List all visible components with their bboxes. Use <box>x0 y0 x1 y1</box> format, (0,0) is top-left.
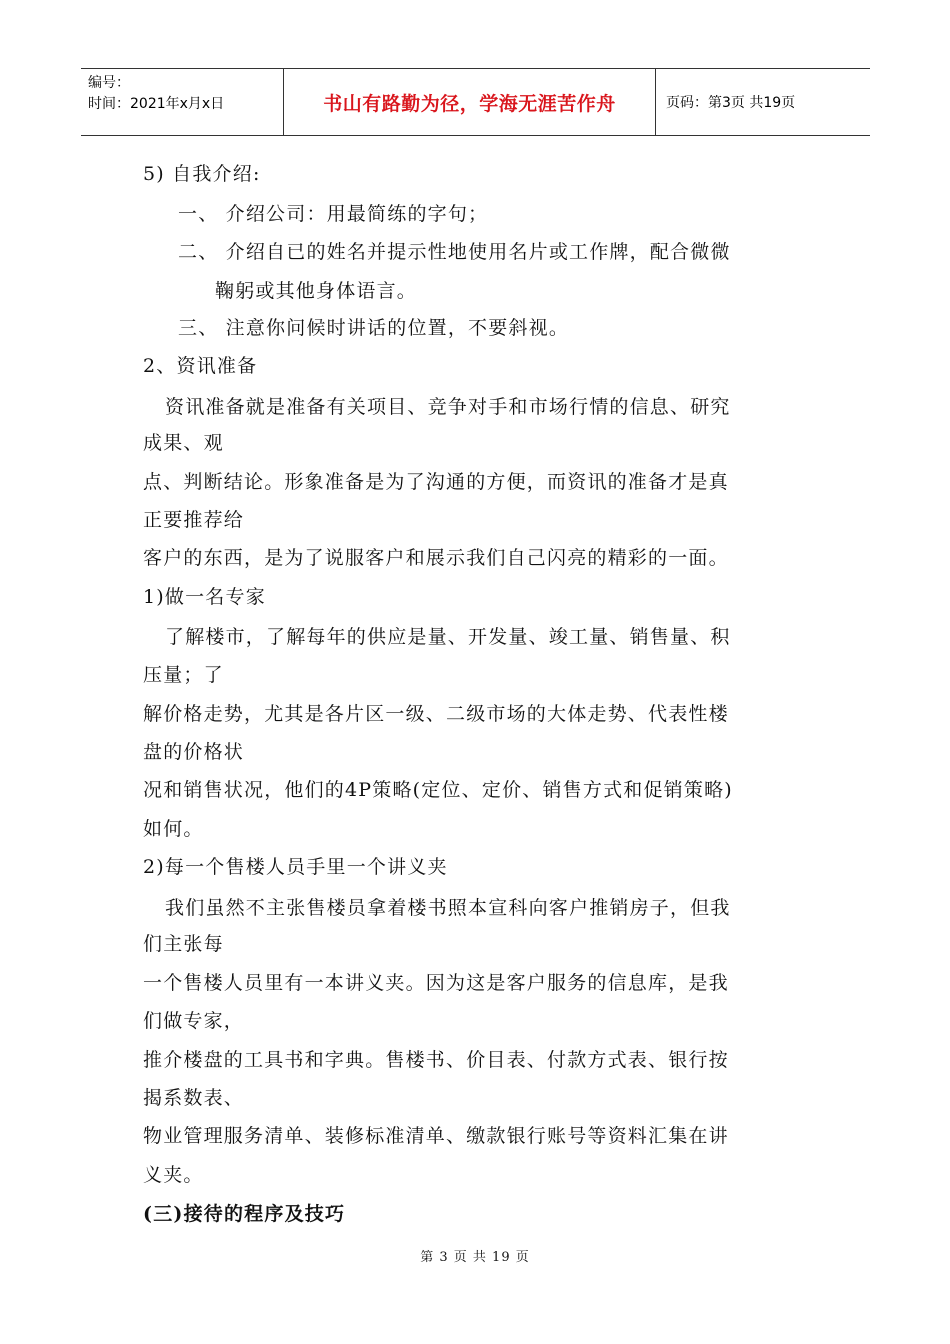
list-item-2: 二、 介绍自已的姓名并提示性地使用名片或工作牌，配合微微 <box>178 241 731 263</box>
header-meta-cell <box>81 69 283 135</box>
paragraph-line: 资讯准备就是准备有关项目、竞争对手和市场行情的信息、研究 <box>165 396 731 418</box>
paragraph-line: 揭系数表、 <box>143 1087 245 1109</box>
paragraph-line: 正要推荐给 <box>143 509 245 531</box>
list-item-3: 三、 注意你问候时讲话的位置，不要斜视。 <box>178 317 570 339</box>
paragraph-line: 我们虽然不主张售楼员拿着楼书照本宣科向客户推销房子，但我 <box>165 897 731 919</box>
paragraph-line: 们主张每 <box>143 933 224 955</box>
list-item-2-cont: 鞠躬或其他身体语言。 <box>215 280 418 302</box>
page-footer: 第 3 页 共 19 页 <box>420 1250 530 1265</box>
list-item-1: 一、 介绍公司：用最简练的字句； <box>178 203 489 225</box>
date-label: 时间：2021年x月x日 <box>88 96 225 112</box>
paragraph-line: 客户的东西，是为了说服客户和展示我们自己闪亮的精彩的一面。 <box>143 547 729 569</box>
paragraph-line: 义夹。 <box>143 1164 204 1186</box>
paragraph-line: 点、判断结论。形象准备是为了沟通的方便，而资讯的准备才是真 <box>143 471 729 493</box>
serial-number-label: 编号： <box>88 75 130 91</box>
paragraph-line: 一个售楼人员里有一本讲义夹。因为这是客户服务的信息库，是我 <box>143 972 729 994</box>
section-heading-reception: (三)接待的程序及技巧 <box>143 1203 346 1225</box>
section-heading-info-prep: 2、资讯准备 <box>143 355 258 377</box>
header-motto: 书山有路勤为径，学海无涯苦作舟 <box>283 69 656 135</box>
paragraph-line: 推介楼盘的工具书和字典。售楼书、价目表、付款方式表、银行按 <box>143 1049 729 1071</box>
paragraph-line: 们做专家， <box>143 1010 245 1032</box>
paragraph-line: 解价格走势，尤其是各片区一级、二级市场的大体走势、代表性楼 <box>143 703 729 725</box>
section-heading-self-intro: 5) 自我介绍: <box>143 163 261 185</box>
paragraph-line: 如何。 <box>143 818 204 840</box>
subheading-folder: 2)每一个售楼人员手里一个讲义夹 <box>143 856 448 878</box>
paragraph-line: 物业管理服务清单、装修标准清单、缴款银行账号等资料汇集在讲 <box>143 1125 729 1147</box>
paragraph-line: 压量；了 <box>143 664 224 686</box>
paragraph-line: 况和销售状况，他们的4P策略(定位、定价、销售方式和促销策略) <box>143 779 733 801</box>
header-page-info: 页码：第3页 共19页 <box>666 95 796 111</box>
subheading-expert: 1)做一名专家 <box>143 586 266 608</box>
paragraph-line: 成果、观 <box>143 432 224 454</box>
paragraph-line: 了解楼市，了解每年的供应是量、开发量、竣工量、销售量、积 <box>165 626 731 648</box>
paragraph-line: 盘的价格状 <box>143 741 245 763</box>
page-header <box>81 68 870 136</box>
